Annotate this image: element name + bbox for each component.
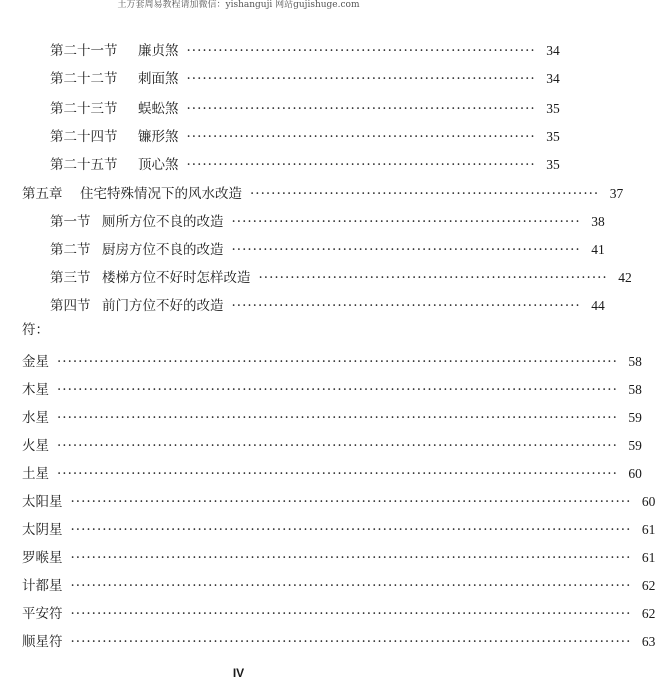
section-number: 第二十二节 xyxy=(50,71,118,87)
page-ref: 61 xyxy=(641,550,655,565)
dot-leader: ·································································· xyxy=(250,186,600,202)
page-ref: 35 xyxy=(546,101,560,116)
toc-entry[interactable] xyxy=(50,240,605,260)
toc-entry[interactable] xyxy=(50,127,560,147)
section-title: 楼梯方位不好时怎样改造 xyxy=(102,270,251,286)
dot-leader: ·································································· xyxy=(186,71,536,87)
toc-entry[interactable] xyxy=(22,632,655,652)
entry-title: 水星 xyxy=(22,410,49,426)
page-ref: 37 xyxy=(609,186,624,201)
page-ref: 63 xyxy=(641,634,655,649)
entry-title: 计都星 xyxy=(22,578,63,594)
section-title: 刺面煞 xyxy=(138,71,179,87)
page-ref: 41 xyxy=(591,242,605,257)
dot-leader: ·································································· xyxy=(231,214,581,230)
section-title: 廉贞煞 xyxy=(138,43,179,59)
toc-entry[interactable] xyxy=(50,41,560,61)
fu-heading: 符： xyxy=(22,322,49,338)
page-number: IV xyxy=(232,666,245,680)
toc-chapter-entry[interactable] xyxy=(22,184,624,204)
page-ref: 62 xyxy=(641,578,655,593)
page-ref: 58 xyxy=(628,382,642,397)
toc-entry[interactable] xyxy=(22,576,655,596)
page-ref: 60 xyxy=(628,466,642,481)
toc-entry[interactable] xyxy=(22,380,642,400)
watermark-text: 土万套周易教程请加微信：yishanguji 网站gujishuge.com xyxy=(117,0,360,10)
page-ref: 34 xyxy=(546,43,560,58)
entry-title: 火星 xyxy=(22,438,49,454)
page-ref: 42 xyxy=(618,270,632,285)
dot-leader: ·································································· xyxy=(186,43,536,59)
toc-entry[interactable] xyxy=(50,99,560,119)
toc-entry[interactable] xyxy=(22,604,655,624)
page-ref: 34 xyxy=(546,71,560,86)
entry-title: 土星 xyxy=(22,466,49,482)
section-number: 第三节 xyxy=(50,270,91,286)
section-number: 第二十三节 xyxy=(50,101,118,117)
dot-leader: ·········································································································· xyxy=(57,438,618,454)
chapter-number: 第五章 xyxy=(22,186,63,202)
entry-title: 金星 xyxy=(22,354,49,370)
section-number: 第二十五节 xyxy=(50,157,118,173)
section-title: 厕所方位不良的改造 xyxy=(102,214,224,230)
section-title: 镰形煞 xyxy=(138,129,179,145)
section-number: 第二十一节 xyxy=(50,43,118,59)
dot-leader: ·································································· xyxy=(231,298,581,314)
toc-entry[interactable] xyxy=(22,464,642,484)
toc-entry[interactable] xyxy=(50,296,605,316)
dot-leader: ·································································· xyxy=(186,129,536,145)
dot-leader: ·········································································································· xyxy=(70,606,632,622)
section-title: 前门方位不好的改造 xyxy=(102,298,224,314)
section-number: 第二节 xyxy=(50,242,91,258)
page-ref: 58 xyxy=(628,354,642,369)
chapter-title: 住宅特殊情况下的风水改造 xyxy=(80,186,242,202)
entry-title: 木星 xyxy=(22,382,49,398)
toc-entry[interactable] xyxy=(50,212,605,232)
entry-title: 顺星符 xyxy=(22,634,63,650)
dot-leader: ·········································································································· xyxy=(57,410,618,426)
toc-entry[interactable] xyxy=(22,352,642,372)
dot-leader: ·········································································································· xyxy=(57,382,618,398)
dot-leader: ·································································· xyxy=(231,242,581,258)
toc-entry[interactable] xyxy=(50,268,632,288)
page-ref: 60 xyxy=(641,494,655,509)
entry-title: 罗喉星 xyxy=(22,550,63,566)
dot-leader: ·········································································································· xyxy=(70,550,632,566)
section-title: 顶心煞 xyxy=(138,157,179,173)
page-ref: 35 xyxy=(546,129,560,144)
section-number: 第四节 xyxy=(50,298,91,314)
section-number: 第二十四节 xyxy=(50,129,118,145)
toc-entry[interactable] xyxy=(50,69,560,89)
entry-title: 平安符 xyxy=(22,606,63,622)
toc-entry[interactable] xyxy=(50,155,560,175)
dot-leader: ·································································· xyxy=(186,101,536,117)
toc-entry[interactable] xyxy=(22,436,642,456)
toc-entry[interactable] xyxy=(22,548,655,568)
dot-leader: ·········································································································· xyxy=(70,634,632,650)
dot-leader: ·········································································································· xyxy=(57,466,618,482)
dot-leader: ·········································································································· xyxy=(70,494,632,510)
page-ref: 62 xyxy=(641,606,655,621)
section-title: 厨房方位不良的改造 xyxy=(102,242,224,258)
toc-entry[interactable] xyxy=(22,492,655,512)
dot-leader: ·········································································································· xyxy=(57,354,618,370)
entry-title: 太阴星 xyxy=(22,522,63,538)
entry-title: 太阳星 xyxy=(22,494,63,510)
page-ref: 44 xyxy=(591,298,605,313)
dot-leader: ·································································· xyxy=(186,157,536,173)
page-ref: 59 xyxy=(628,438,642,453)
page-ref: 61 xyxy=(641,522,655,537)
section-title: 蜈蚣煞 xyxy=(138,101,179,117)
dot-leader: ·································································· xyxy=(258,270,608,286)
section-number: 第一节 xyxy=(50,214,91,230)
dot-leader: ·········································································································· xyxy=(70,578,632,594)
page-ref: 38 xyxy=(591,214,605,229)
page-ref: 59 xyxy=(628,410,642,425)
toc-entry[interactable] xyxy=(22,520,655,540)
page-ref: 35 xyxy=(546,157,560,172)
toc-entry[interactable] xyxy=(22,408,642,428)
dot-leader: ·········································································································· xyxy=(70,522,632,538)
